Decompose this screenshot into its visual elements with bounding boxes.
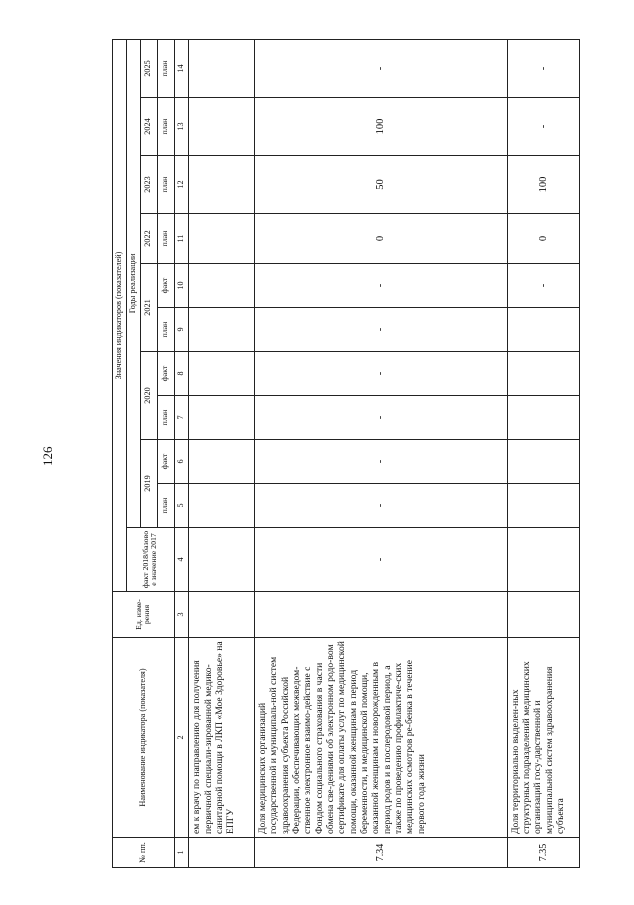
col-number: 12 (174, 156, 189, 214)
row-value: 100 (255, 98, 508, 156)
row-value: - (255, 264, 508, 308)
table-row (255, 39, 508, 867)
header-num: № пп. (113, 838, 175, 868)
col-number: 10 (174, 264, 189, 308)
header-year-2023: 2023 (140, 156, 157, 214)
row-value: 0 (255, 214, 508, 264)
row-value (189, 98, 255, 156)
row-name: Доля территориально выделен-ных структурных подразделений медицинских организаций госу-дарственной и муниципальной систем здравоохранения субъекта (507, 638, 579, 838)
col-number: 7 (174, 396, 189, 440)
column-number-row (174, 39, 189, 867)
header-year-2025: 2025 (140, 39, 157, 97)
header-plan-2019: план (157, 484, 174, 528)
row-num (189, 838, 255, 868)
header-year-2024: 2024 (140, 98, 157, 156)
header-indicator-values: Значения индикаторов (показателей) (113, 39, 127, 591)
row-value: - (507, 264, 579, 308)
row-value: - (255, 484, 508, 528)
col-number: 11 (174, 214, 189, 264)
row-value (507, 484, 579, 528)
header-year-2022: 2022 (140, 214, 157, 264)
row-value: - (507, 39, 579, 97)
row-value (189, 352, 255, 396)
row-name: Доля медицинских организаций государственной и муниципаль-ной систем здравоохранения субъекта Российской Федерации, обеспечивающих межведом-ственное электронное взаимо-действие с Фондом социального страхования в части обмена све-дениями об электронном родо-вом сертификате для оплаты услуг по медицинской помощи, оказанной женщинам в период беременности, и медицинской помощи, оказанной женщинам и новорожденным в период родов и в послеродовой период, а также по проведению профилактиче-ских медицинских осмотров ре-бенка в течение первого года жизни (255, 638, 508, 838)
row-value: - (255, 396, 508, 440)
header-plan-2022: план (157, 214, 174, 264)
row-value (189, 440, 255, 484)
row-value: - (255, 308, 508, 352)
row-value (507, 352, 579, 396)
header-fakt-2019: факт (157, 440, 174, 484)
row-unit (255, 592, 508, 638)
col-number: 9 (174, 308, 189, 352)
col-number: 3 (174, 592, 189, 638)
row-value (189, 39, 255, 97)
row-value: 100 (507, 156, 579, 214)
rotated-table-container (112, 40, 580, 868)
row-value: 0 (507, 214, 579, 264)
row-value (189, 396, 255, 440)
row-value (189, 484, 255, 528)
col-number: 1 (174, 838, 189, 868)
row-value (507, 308, 579, 352)
page-number: 126 (40, 446, 55, 466)
row-name: ем к врачу по направлению для получения первичной специали-зированной медико-санитарной помощи в ЛКП «Мое Здоровье» на ЕПГУ (189, 638, 255, 838)
header-plan-2020: план (157, 396, 174, 440)
header-year-2020: 2020 (140, 352, 157, 440)
row-value: 50 (255, 156, 508, 214)
col-number: 6 (174, 440, 189, 484)
row-unit (189, 592, 255, 638)
header-year-2021: 2021 (140, 264, 157, 352)
col-number: 2 (174, 638, 189, 838)
row-num: 7.35 (507, 838, 579, 868)
table-row (507, 39, 579, 867)
header-plan-2023: план (157, 156, 174, 214)
header-year-2019: 2019 (140, 440, 157, 528)
col-number: 5 (174, 484, 189, 528)
header-plan-2025: план (157, 39, 174, 97)
row-unit (507, 592, 579, 638)
header-fakt-2020: факт (157, 352, 174, 396)
indicator-table (112, 39, 580, 868)
row-value (507, 396, 579, 440)
header-plan-2021: план (157, 308, 174, 352)
col-number: 13 (174, 98, 189, 156)
row-num: 7.34 (255, 838, 508, 868)
header-fakt-2021: факт (157, 264, 174, 308)
row-value (189, 214, 255, 264)
header-name: Наименование индикатора (показателя) (113, 638, 175, 838)
row-value (189, 156, 255, 214)
col-number: 4 (174, 528, 189, 592)
row-value: - (255, 39, 508, 97)
header-years-impl: Годы реализации (126, 39, 140, 527)
row-value (189, 264, 255, 308)
row-value (507, 440, 579, 484)
header-unit: Ед. изме-рения (113, 592, 175, 638)
row-value: - (255, 440, 508, 484)
row-value (189, 528, 255, 592)
row-value: - (507, 98, 579, 156)
row-value: - (255, 528, 508, 592)
row-value (189, 308, 255, 352)
header-plan-2024: план (157, 98, 174, 156)
row-value: - (255, 352, 508, 396)
row-value (507, 528, 579, 592)
header-fact: факт 2018/базово е значение 2017 (126, 528, 174, 592)
table-row (189, 39, 255, 867)
col-number: 8 (174, 352, 189, 396)
col-number: 14 (174, 39, 189, 97)
